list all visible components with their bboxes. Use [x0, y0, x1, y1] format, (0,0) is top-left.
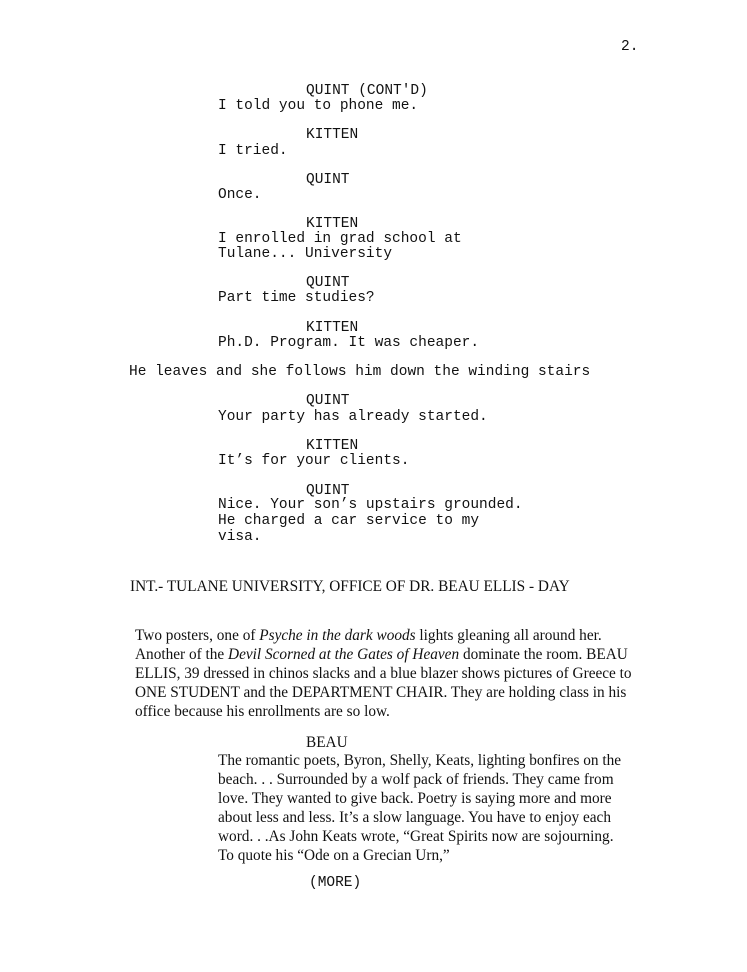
dialogue-paragraph: The romantic poets, Byron, Shelly, Keats, lighting bonfires on the beach. . . Surrounded by a wolf pack of friends. They came from love. They wanted to give back. Poetry is saying more and more about less and less. It’s a slow language. You have to enjoy each word. . .As John Keats wrote, “Great Spirits now are sojourning. To quote his “Ode on a Grecian Urn,”	[218, 752, 622, 864]
character-cue: QUINT	[306, 483, 350, 499]
dialogue-line: I enrolled in grad school at	[218, 231, 462, 247]
dialogue-line: I told you to phone me.	[218, 98, 419, 114]
dialogue-line: Your party has already started.	[218, 409, 488, 425]
character-cue: QUINT	[306, 172, 350, 188]
dialogue-line: I tried.	[218, 143, 288, 159]
character-cue: KITTEN	[306, 127, 359, 143]
action-text: dominate the room. BEAU ELLIS, 39 dressed in chinos slacks and a blue blazer shows pictures of Greece to ONE STUDENT and the DEPARTMENT CHAIR. They are holding class in his office because his enrollments are so low.	[135, 646, 632, 720]
dialogue-line: visa.	[218, 529, 262, 545]
character-cue: KITTEN	[306, 438, 359, 454]
page-number: 2.	[621, 39, 639, 55]
character-cue: BEAU	[306, 734, 348, 751]
character-cue: QUINT (CONT'D)	[306, 83, 428, 99]
scene-heading: INT.- TULANE UNIVERSITY, OFFICE OF DR. BEAU ELLIS - DAY	[130, 578, 570, 595]
dialogue-line: Nice. Your son’s upstairs grounded.	[218, 497, 523, 513]
character-cue: KITTEN	[306, 216, 359, 232]
more-continuation: (MORE)	[309, 875, 362, 891]
action-line: He leaves and she follows him down the winding stairs	[129, 364, 591, 380]
dialogue-line: Tulane... University	[218, 246, 393, 262]
character-cue: QUINT	[306, 275, 350, 291]
dialogue-line: Once.	[218, 187, 262, 203]
dialogue-line: It’s for your clients.	[218, 453, 410, 469]
action-italic-title: Devil Scorned at the Gates of Heaven	[228, 646, 460, 663]
character-cue: QUINT	[306, 393, 350, 409]
dialogue-line: Part time studies?	[218, 290, 375, 306]
action-italic-title: Psyche in the dark woods	[259, 627, 416, 644]
action-paragraph	[135, 626, 635, 721]
dialogue-line: He charged a car service to my	[218, 513, 480, 529]
character-cue: KITTEN	[306, 320, 359, 336]
action-text: lights gleaning all around her. Another of the	[135, 627, 602, 663]
dialogue-line: Ph.D. Program. It was cheaper.	[218, 335, 480, 351]
action-text: Two posters, one of	[135, 627, 260, 644]
